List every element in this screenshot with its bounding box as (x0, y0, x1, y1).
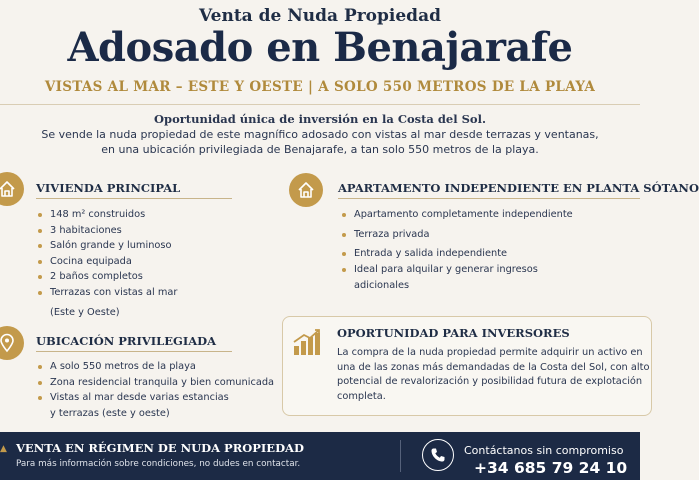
list-item-continuation: (Este y Oeste) (50, 307, 120, 318)
intro-lead: Oportunidad única de inversión en la Costa del Sol. (154, 112, 486, 126)
investors-text (337, 346, 650, 404)
list-item: Ideal para alquilar y generar ingresos (340, 263, 640, 277)
list-item: Terraza privada (340, 228, 640, 242)
house-icon (0, 172, 24, 206)
intro-line: en una ubicación privilegiada de Benajarafe, a tan solo 550 metros de la playa. (101, 143, 539, 156)
header-kicker: Venta de Nuda Propiedad (199, 6, 441, 26)
investors-line: una de las zonas más demandadas de la Costa del Sol, con alto (337, 361, 650, 373)
footer-bar (0, 432, 640, 480)
section-heading-apartamento: APARTAMENTO INDEPENDIENTE EN PLANTA SÓTANO (338, 181, 699, 195)
vivienda-list (36, 208, 256, 301)
list-item-continuation: adicionales (354, 280, 410, 291)
investors-line: completa. (337, 390, 386, 402)
warning-icon: ▲ (0, 444, 7, 454)
contact-phone[interactable]: +34 685 79 24 10 (474, 459, 628, 477)
page-title: Adosado en Benajarafe (67, 24, 573, 71)
investors-line: potencial de revalorización y posibilidad futura de explotación (337, 376, 643, 387)
list-item: 2 baños completos (36, 270, 256, 284)
house-icon (289, 173, 323, 207)
investors-line: La compra de la nuda propiedad permite adquirir un activo en (337, 347, 643, 358)
section-heading-ubicacion: UBICACIÓN PRIVILEGIADA (36, 334, 217, 348)
list-item: Apartamento completamente independiente (340, 208, 640, 222)
list-item: Salón grande y luminoso (36, 239, 256, 253)
apartamento-list (340, 208, 640, 278)
location-pin-icon (0, 326, 24, 360)
header-subtitle: VISTAS AL MAR – ESTE Y OESTE | A SOLO 550 METROS DE LA PLAYA (44, 79, 596, 95)
ubicacion-list (36, 360, 276, 407)
list-item: Terrazas con vistas al mar (36, 286, 256, 300)
phone-icon[interactable] (422, 439, 454, 471)
list-item: 148 m² construidos (36, 208, 256, 222)
list-item: Entrada y salida independiente (340, 247, 640, 261)
section-underline (36, 351, 232, 352)
list-item: Zona residencial tranquila y bien comunicada (36, 376, 276, 390)
section-underline (36, 198, 232, 199)
list-item: 3 habitaciones (36, 224, 256, 238)
footer-title: VENTA EN RÉGIMEN DE NUDA PROPIEDAD (16, 441, 304, 455)
footer-divider (400, 440, 401, 472)
list-item-continuation: y terrazas (este y oeste) (50, 408, 170, 419)
list-item: Cocina equipada (36, 255, 256, 269)
list-item: A solo 550 metros de la playa (36, 360, 276, 374)
intro-line: Se vende la nuda propiedad de este magnífico adosado con vistas al mar desde terrazas y ventanas, (41, 128, 599, 141)
list-item: Vistas al mar desde varias estancias (36, 391, 276, 405)
header-divider (0, 104, 640, 105)
contact-label: Contáctanos sin compromiso (464, 444, 624, 457)
footer-subtitle: Para más información sobre condiciones, no dudes en contactar. (16, 459, 301, 469)
intro-block (0, 112, 640, 157)
growth-chart-icon (292, 328, 322, 360)
section-heading-vivienda: VIVIENDA PRINCIPAL (36, 181, 181, 195)
section-heading-inversores: OPORTUNIDAD PARA INVERSORES (337, 326, 570, 340)
section-underline (338, 198, 640, 199)
